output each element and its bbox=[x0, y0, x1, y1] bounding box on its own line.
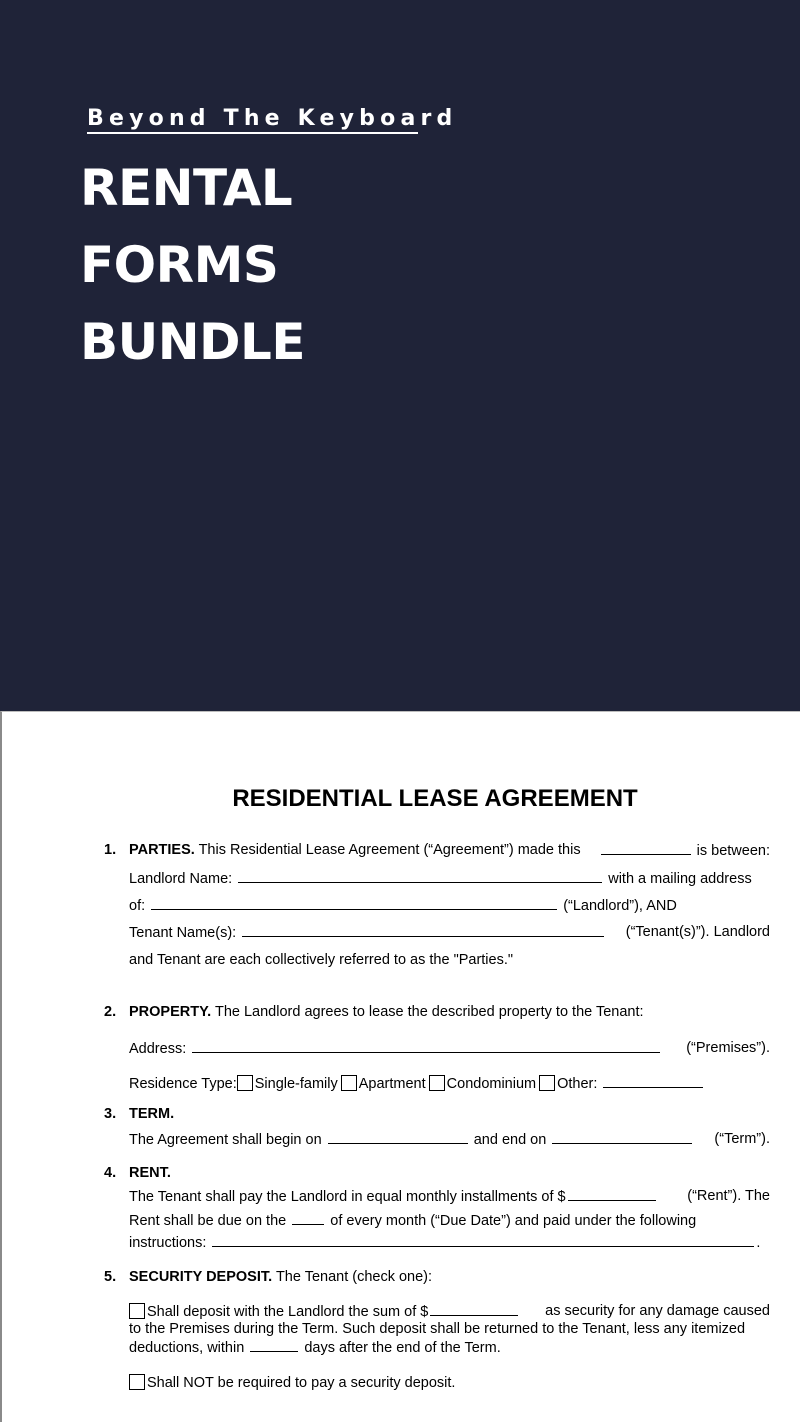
term-row bbox=[129, 1131, 694, 1148]
section-2-heading: PROPERTY. bbox=[129, 1004, 212, 1020]
section-5-line-1 bbox=[129, 1269, 432, 1285]
due-date-label: Rent shall be due on the bbox=[129, 1213, 287, 1229]
deposit-days-label: deductions, within bbox=[129, 1340, 245, 1356]
tenant-definition: (“Tenant(s)”). Landlord bbox=[625, 924, 770, 940]
condominium-label: Condominium bbox=[446, 1076, 537, 1092]
landlord-definition: (“Landlord”), AND bbox=[563, 898, 677, 914]
single-family-label: Single-family bbox=[254, 1076, 338, 1092]
rent-amount-field[interactable] bbox=[568, 1188, 656, 1201]
section-1-date-row bbox=[599, 842, 770, 859]
deposit-days-text: days after the end of the Term. bbox=[304, 1340, 501, 1356]
residence-type-label: Residence Type: bbox=[129, 1076, 237, 1092]
other-label: Other: bbox=[557, 1076, 598, 1092]
landlord-name-label: Landlord Name: bbox=[129, 871, 233, 887]
section-2-line-1 bbox=[129, 1004, 644, 1020]
deposit-security-text: as security for any damage caused bbox=[545, 1303, 770, 1319]
deposit-amount-field[interactable] bbox=[430, 1303, 518, 1316]
section-4-heading-row bbox=[129, 1165, 171, 1181]
no-deposit-checkbox[interactable] bbox=[129, 1374, 145, 1390]
brand-underline bbox=[87, 132, 418, 134]
premises-definition-row bbox=[686, 1040, 770, 1056]
section-5-text: The Tenant (check one): bbox=[275, 1269, 433, 1285]
tenant-name-label: Tenant Name(s): bbox=[129, 925, 237, 941]
section-1-heading: PARTIES. bbox=[129, 842, 195, 858]
document-title: RESIDENTIAL LEASE AGREEMENT bbox=[232, 785, 638, 812]
payment-instructions-row bbox=[129, 1234, 760, 1251]
deposit-required-checkbox[interactable] bbox=[129, 1303, 145, 1319]
section-4-heading: RENT. bbox=[129, 1165, 171, 1181]
tenant-name-row bbox=[129, 924, 606, 941]
deposit-option-2-row bbox=[129, 1374, 455, 1391]
other-checkbox[interactable] bbox=[539, 1075, 555, 1091]
due-date-text: of every month (“Due Date”) and paid under the following bbox=[330, 1213, 697, 1229]
payment-instructions-field[interactable] bbox=[212, 1234, 754, 1247]
section-3-number: 3. bbox=[104, 1106, 117, 1122]
property-address-row bbox=[129, 1040, 662, 1057]
section-4-number: 4. bbox=[104, 1165, 117, 1181]
apartment-label: Apartment bbox=[358, 1076, 426, 1092]
apartment-checkbox[interactable] bbox=[341, 1075, 357, 1091]
agreement-date-field[interactable] bbox=[601, 842, 691, 855]
mailing-address-label: with a mailing address bbox=[608, 871, 752, 887]
cover-title-line-3: BUNDLE bbox=[80, 313, 306, 371]
section-1-text-end: is between: bbox=[696, 843, 770, 859]
tenant-name-field[interactable] bbox=[242, 924, 604, 937]
section-1-number: 1. bbox=[104, 842, 117, 858]
term-end-label: and end on bbox=[473, 1132, 547, 1148]
section-1-line-1 bbox=[129, 842, 581, 858]
premises-definition: (“Premises”). bbox=[686, 1040, 770, 1056]
term-definition: (“Term”). bbox=[714, 1131, 770, 1147]
residence-type-row bbox=[129, 1075, 705, 1092]
property-address-label: Address: bbox=[129, 1041, 187, 1057]
payment-instructions-label: instructions: bbox=[129, 1235, 207, 1251]
payment-instructions-period: . bbox=[756, 1235, 761, 1251]
deposit-return-days-field[interactable] bbox=[250, 1339, 298, 1352]
section-3-heading: TERM. bbox=[129, 1106, 175, 1122]
rent-definition: (“Rent”). The bbox=[687, 1188, 770, 1204]
parties-definition: and Tenant are each collectively referred to as the "Parties." bbox=[129, 952, 514, 968]
landlord-name-field[interactable] bbox=[238, 870, 602, 883]
deposit-days-row bbox=[129, 1339, 501, 1356]
deposit-return-text: to the Premises during the Term. Such deposit shall be returned to the Tenant, less any itemized bbox=[129, 1321, 746, 1337]
landlord-address-field[interactable] bbox=[151, 897, 557, 910]
deposit-amount-label: Shall deposit with the Landlord the sum of $ bbox=[147, 1304, 429, 1320]
property-address-field[interactable] bbox=[192, 1040, 660, 1053]
term-definition-row bbox=[714, 1131, 770, 1147]
cover-title-line-2: FORMS bbox=[80, 236, 279, 294]
rent-definition-row bbox=[687, 1188, 770, 1204]
section-5-heading: SECURITY DEPOSIT. bbox=[129, 1269, 273, 1285]
deposit-security-row bbox=[545, 1303, 770, 1319]
section-5-number: 5. bbox=[104, 1269, 117, 1285]
brand-name: Beyond The Keyboard bbox=[87, 106, 458, 131]
rent-amount-label: The Tenant shall pay the Landlord in equal monthly installments of $ bbox=[129, 1189, 566, 1205]
address-of-label: of: bbox=[129, 898, 146, 914]
section-3-heading-row bbox=[129, 1106, 174, 1122]
term-start-date-field[interactable] bbox=[328, 1131, 468, 1144]
tenant-definition-row bbox=[626, 924, 770, 940]
section-1-text: This Residential Lease Agreement (“Agreement”) made this bbox=[198, 842, 581, 858]
landlord-name-row bbox=[129, 870, 752, 887]
term-end-date-field[interactable] bbox=[552, 1131, 692, 1144]
rent-amount-row bbox=[129, 1188, 658, 1205]
single-family-checkbox[interactable] bbox=[237, 1075, 253, 1091]
landlord-address-row bbox=[129, 897, 677, 914]
other-residence-field[interactable] bbox=[603, 1075, 703, 1088]
cover-title-line-1: RENTAL bbox=[80, 159, 293, 217]
no-deposit-label: Shall NOT be required to pay a security deposit. bbox=[147, 1375, 456, 1391]
term-begin-label: The Agreement shall begin on bbox=[129, 1132, 322, 1148]
due-day-field[interactable] bbox=[292, 1212, 324, 1225]
section-2-text: The Landlord agrees to lease the described property to the Tenant: bbox=[214, 1004, 644, 1020]
section-2-number: 2. bbox=[104, 1004, 117, 1020]
due-date-row bbox=[129, 1212, 696, 1229]
condominium-checkbox[interactable] bbox=[429, 1075, 445, 1091]
deposit-option-1-row bbox=[129, 1303, 520, 1320]
